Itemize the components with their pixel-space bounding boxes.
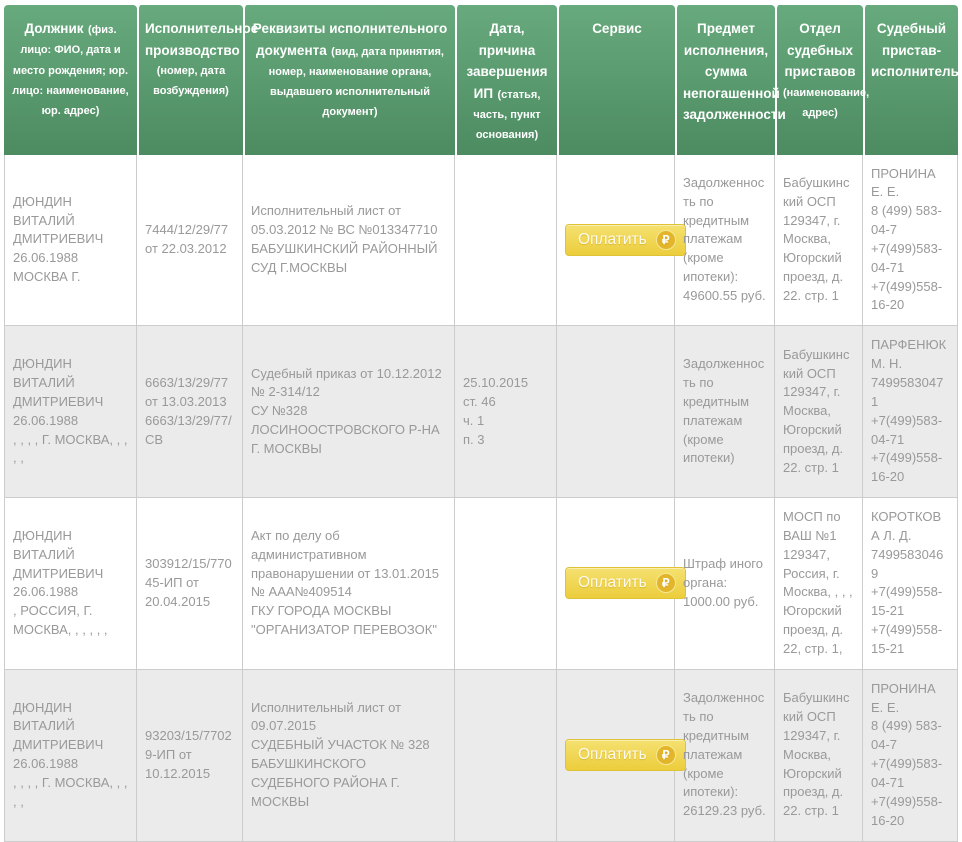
cell-subject: Задолженность по кредитным платежам (кроме ипотеки): 49600.55 руб. [675, 155, 775, 327]
cell-department: Бабушкинский ОСП 129347, г. Москва, Югорский проезд, д. 22. стр. 1 [775, 670, 863, 842]
cell-bailiff: КОРОТКОВА Л. Д. 74995830469 +7(499)558-15-21 +7(499)558-15-21 [863, 498, 958, 670]
cell-service [557, 155, 675, 327]
cell-case-number: 6663/13/29/77 от 13.03.2013 6663/13/29/77/СВ [137, 326, 243, 498]
cell-debtor: ДЮНДИН ВИТАЛИЙ ДМИТРИЕВИЧ 26.06.1988 , , , , Г. МОСКВА, , , , , [4, 670, 137, 842]
cell-case-number: 93203/15/77029-ИП от 10.12.2015 [137, 670, 243, 842]
cell-service [557, 670, 675, 842]
cell-end-reason [455, 155, 557, 327]
header-sub-label: (физ. лицо: ФИО, дата и место рождения; юр. лицо: наименование, юр. адрес) [12, 24, 129, 117]
column-header-debtor [4, 5, 137, 155]
cell-subject: Штраф иного органа: 1000.00 руб. [675, 498, 775, 670]
pay-button[interactable] [565, 224, 686, 256]
column-header-bailiff [863, 5, 958, 155]
cell-department: МОСП по ВАШ №1 129347, Россия, г. Москва, , , , Югорский проезд, д. 22, стр. 1, [775, 498, 863, 670]
column-header-service [557, 5, 675, 155]
pay-button-label: Оплатить [578, 230, 647, 248]
fssp-results-table [4, 5, 958, 842]
ruble-icon: ₽ [656, 230, 676, 250]
header-main-label: Должник [24, 21, 84, 36]
pay-button[interactable] [565, 739, 686, 771]
column-header-department [775, 5, 870, 155]
table-row [4, 326, 958, 498]
cell-case-number: 303912/15/77045-ИП от 20.04.2015 [137, 498, 243, 670]
cell-document: Акт по делу об административном правонарушении от 13.01.2015 № ААА№409514 ГКУ ГОРОДА МОСКВЫ "ОРГАНИЗАТОР ПЕРЕВОЗОК" [243, 498, 455, 670]
header-main-label: Дата, причина завершения ИП [466, 21, 548, 101]
cell-debtor: ДЮНДИН ВИТАЛИЙ ДМИТРИЕВИЧ 26.06.1988 , , , , Г. МОСКВА, , , , , [4, 326, 137, 498]
header-sub-label: (наименование, адрес) [783, 86, 870, 120]
cell-document: Исполнительный лист от 05.03.2012 № ВС №013347710 БАБУШКИНСКИЙ РАЙОННЫЙ СУД Г.МОСКВЫ [243, 155, 455, 327]
cell-service [557, 498, 675, 670]
table-header [4, 5, 958, 155]
cell-bailiff: ПРОНИНА Е. Е. 8 (499) 583-04-7 +7(499)583-04-71 +7(499)558-16-20 [863, 670, 958, 842]
table-row [4, 498, 958, 670]
pay-button-label: Оплатить [578, 746, 647, 764]
pay-button-label: Оплатить [578, 574, 647, 592]
table-row [4, 155, 958, 327]
header-main-label: Судебный пристав-исполнитель [871, 21, 959, 80]
cell-subject: Задолженность по кредитным платежам (кроме ипотеки): 26129.23 руб. [675, 670, 775, 842]
cell-bailiff: ПРОНИНА Е. Е. 8 (499) 583-04-7 +7(499)583-04-71 +7(499)558-16-20 [863, 155, 958, 327]
header-main-label: Исполнительное производство [145, 21, 259, 58]
header-sub-label: (вид, дата принятия, номер, наименование органа, выдавшего исполнительный документ) [268, 45, 444, 119]
cell-document: Судебный приказ от 10.12.2012 № 2-314/12 СУ №328 ЛОСИНООСТРОВСКОГО Р-НА Г. МОСКВЫ [243, 326, 455, 498]
cell-end-reason [455, 670, 557, 842]
ruble-icon: ₽ [656, 573, 676, 593]
header-main-label: Отдел судебных приставов [784, 21, 856, 80]
table-row [4, 670, 958, 842]
cell-bailiff: ПАРФЕНЮК М. Н. 74995830471 +7(499)583-04-71 +7(499)558-16-20 [863, 326, 958, 498]
cell-document: Исполнительный лист от 09.07.2015 СУДЕБНЫЙ УЧАСТОК № 328 БАБУШКИНСКОГО СУДЕБНОГО РАЙОНА Г. МОСКВЫ [243, 670, 455, 842]
column-header-case [137, 5, 259, 155]
header-main-label: Сервис [592, 21, 642, 36]
column-header-end-date [455, 5, 557, 155]
cell-department: Бабушкинский ОСП 129347, г. Москва, Югорский проезд, д. 22. стр. 1 [775, 155, 863, 327]
cell-end-reason: 25.10.2015 ст. 46 ч. 1 п. 3 [455, 326, 557, 498]
header-main-label: Реквизиты исполнительного документа [252, 21, 448, 58]
cell-subject: Задолженность по кредитным платежам (кроме ипотеки) [675, 326, 775, 498]
header-main-label: Предмет исполнения, сумма непогашенной задолженности [683, 21, 786, 123]
header-sub-label: (статья, часть, пункт основания) [473, 88, 541, 142]
cell-debtor: ДЮНДИН ВИТАЛИЙ ДМИТРИЕВИЧ 26.06.1988 МОСКВА Г. [4, 155, 137, 327]
cell-department: Бабушкинский ОСП 129347, г. Москва, Югорский проезд, д. 22. стр. 1 [775, 326, 863, 498]
pay-button[interactable] [565, 567, 686, 599]
cell-case-number: 7444/12/29/77 от 22.03.2012 [137, 155, 243, 327]
cell-debtor: ДЮНДИН ВИТАЛИЙ ДМИТРИЕВИЧ 26.06.1988 , РОССИЯ, Г. МОСКВА, , , , , , [4, 498, 137, 670]
ruble-icon: ₽ [656, 745, 676, 765]
cell-end-reason [455, 498, 557, 670]
header-sub-label: (номер, дата возбуждения) [153, 65, 229, 98]
cell-service [557, 326, 675, 498]
column-header-subject [675, 5, 786, 155]
column-header-document [243, 5, 455, 155]
